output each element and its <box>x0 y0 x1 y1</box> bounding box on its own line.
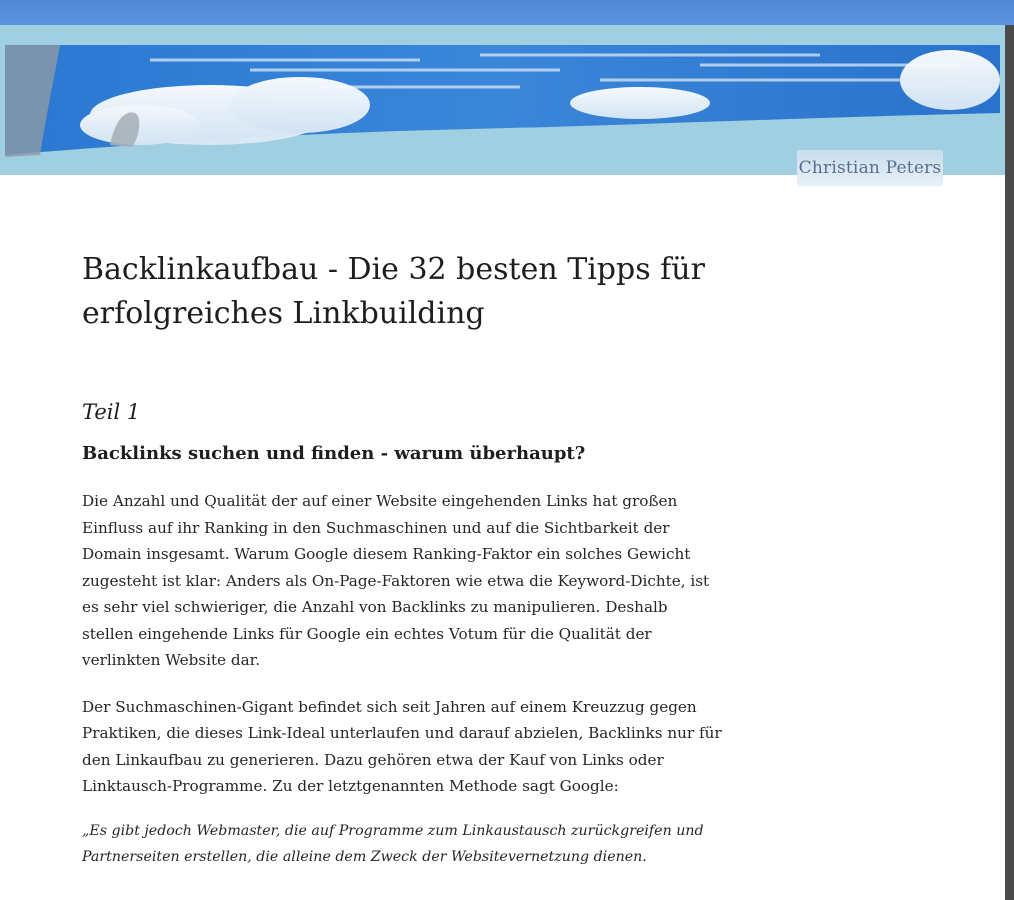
article <box>82 248 722 870</box>
logo[interactable] <box>797 150 943 186</box>
part-label: Teil 1 <box>82 400 141 424</box>
paragraph-1: Die Anzahl und Qualität der auf einer Website eingehenden Links hat großen Einfluss auf ihr Ranking in den Suchmaschinen und auf die Sichtbarkeit der Domain insgesamt. Warum Google diesem Ranking-Faktor ein solches Gewicht zugesteht ist klar: Anders als On-Page-Faktoren wie etwa die Keyword-Dichte, ist es sehr viel schwieriger, die Anzahl von Backlinks zu manipulieren. Deshalb stellen eingehende Links für Google ein echtes Votum für die Qualität der verlinkten Website dar. <box>82 492 710 669</box>
right-edge-bar <box>1005 25 1014 900</box>
logo-text: Christian Peters <box>798 158 942 178</box>
paragraph-2: Der Suchmaschinen-Gigant befindet sich seit Jahren auf einem Kreuzzug gegen Praktiken, die dieses Link-Ideal unterlaufen und darauf abzielen, Backlinks nur für den Linkaufbau zu generieren. Dazu gehören etwa der Kauf von Links oder Linktausch-Programme. Zu der letztgenannten Methode sagt Google: <box>82 697 722 795</box>
section-heading: Backlinks suchen und finden - warum überhaupt? <box>82 443 586 464</box>
quote: „Es gibt jedoch Webmaster, die auf Programme zum Linkaustausch zurückgreifen und Partnerseiten erstellen, die alleine dem Zweck der Websitevernetzung dienen. <box>82 822 704 865</box>
article-title: Backlinkaufbau - Die 32 besten Tipps für erfolgreiches Linkbuilding <box>82 252 705 331</box>
top-bar <box>0 0 1014 25</box>
